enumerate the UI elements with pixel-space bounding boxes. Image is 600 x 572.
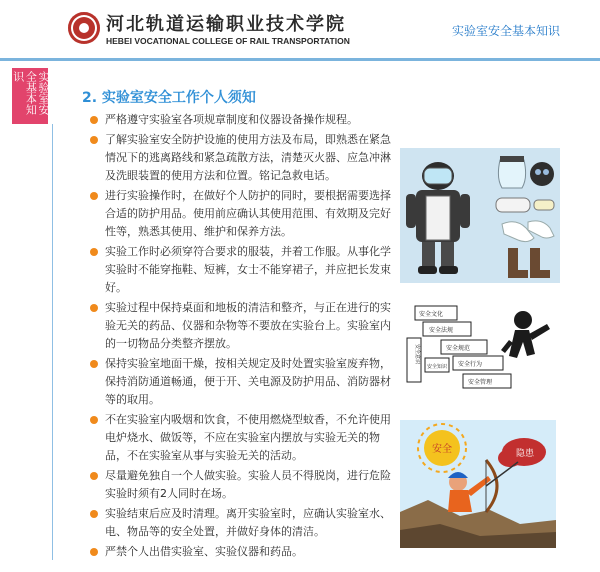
block-label: 安全规范 [446,345,471,352]
hazard-illustration [400,420,556,548]
section-title: 2. 实验室安全工作个人须知 [82,90,256,106]
rule-item: 严格遵守实验室各项规章制度和仪器设备操作规程。 [90,111,398,129]
rule-item: 进行实验操作时，在做好个人防护的同时，要根据需要选择合适的防护用品。使用前应确认其使用范围、有效期及完好性等，熟悉其使用、维护和保养方法。 [90,187,398,241]
college-logo [68,12,100,44]
block-label: 安全文化 [419,311,444,318]
side-tab[interactable] [12,68,48,124]
protective-gear-icon [400,148,560,283]
side-divider [52,124,53,560]
rule-list [90,111,398,563]
safety-blocks-illustration [405,300,563,392]
cloud-label: 隐患 [516,449,535,459]
college-name-en: HEBEI VOCATIONAL COLLEGE OF RAIL TRANSPORTATION [106,36,350,46]
block-label: 安全行为 [458,361,483,368]
block-label: 安全意识 [414,344,420,365]
rule-item: 不在实验室内吸烟和饮食，不使用燃烧型蚊香，不允许使用电炉烧水、做饭等，不应在实验室内摆放与实验无关的物品，不在实验室从事与实验无关的活动。 [90,411,398,465]
block-label: 安全法规 [429,327,454,334]
rule-item: 实验结束后应及时清理。离开实验室时，应确认实验室水、电、物品等的安全处置，并做好身体的清洁。 [90,505,398,541]
safety-blocks-icon [405,300,563,392]
rule-item: 严禁个人出借实验室、实验仪器和药品。 [90,543,398,561]
rule-item: 了解实验室安全防护设施的使用方法及布局，即熟悉在紧急情况下的逃离路线和紧急疏散方法，清楚灭火器、应急冲淋及洗眼装置的使用方法和位置。铭记急救电话。 [90,131,398,185]
sun-label: 安全 [432,444,452,455]
side-tab-label: 实验室安全基本知识 [11,71,50,115]
block-label: 安全知识 [427,364,448,370]
header-title: 实验室安全基本知识 [451,24,560,38]
rule-item: 实验工作时必须穿符合要求的服装，并着工作服。从事化学实验时不能穿拖鞋、短裤，女士不能穿裙子，并应把长发束好。 [90,243,398,297]
college-name-cn: 河北轨道运输职业技术学院 [106,14,346,35]
rule-item: 实验过程中保持桌面和地板的清洁和整齐，与正在进行的实验无关的药品、仪器和杂物等不要放在实验台上。实验室内的一切物品分类整齐摆放。 [90,299,398,353]
rule-item: 保持实验室地面干燥，按相关规定及时处置实验室废弃物，保持消防通道畅通，便于开、关电源及防护用品、消防器材等的取用。 [90,355,398,409]
rule-item: 尽量避免独自一个人做实验。实验人员不得脱岗，进行危险实验时须有2人同时在场。 [90,467,398,503]
page-header [0,0,600,61]
block-label: 安全管理 [468,379,493,386]
worker-hazard-icon [400,420,556,548]
ppe-illustration [400,148,560,283]
